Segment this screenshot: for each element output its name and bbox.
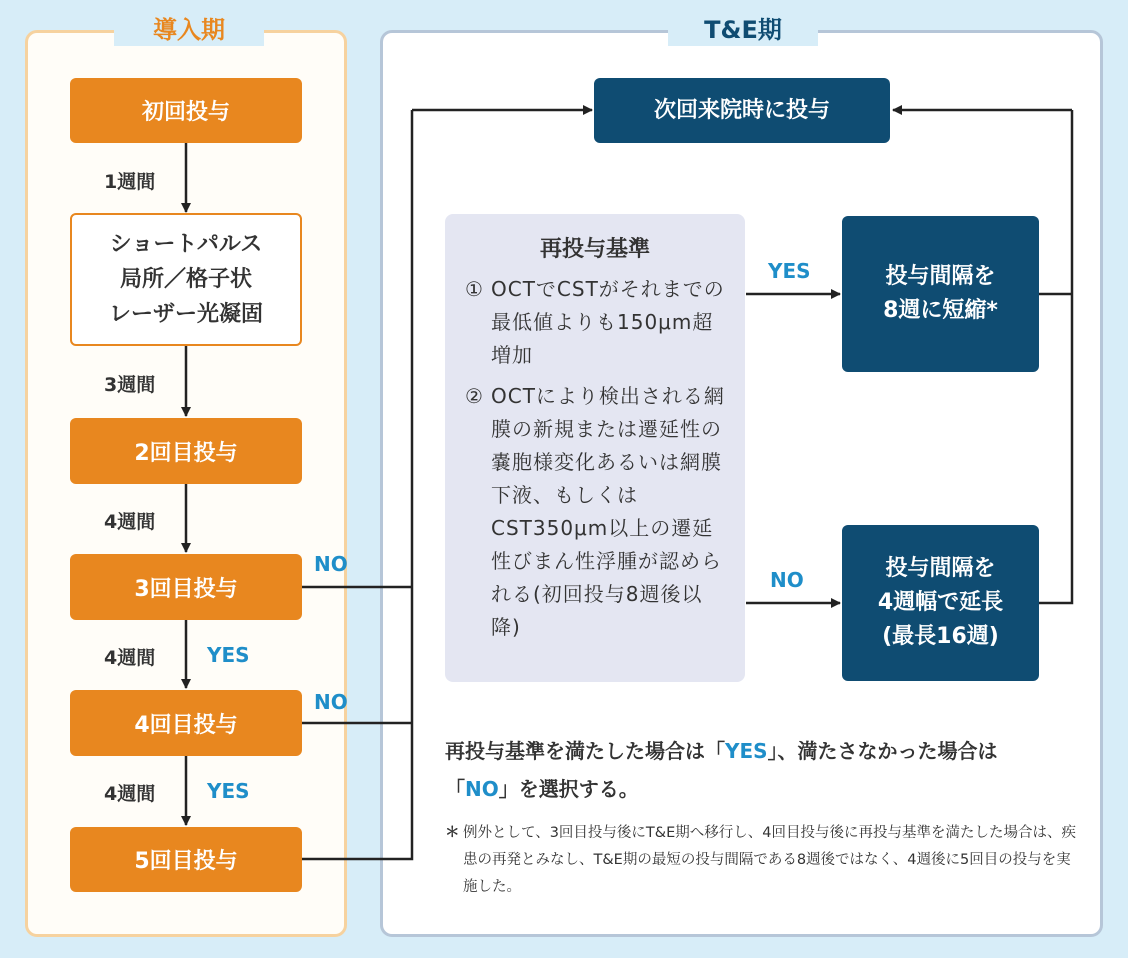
te-phase-title: T&E期 <box>668 14 818 46</box>
shorten-line-1: 投与間隔を <box>885 264 996 289</box>
line-extend-return <box>1039 110 1072 603</box>
interval-3weeks: 3週間 <box>104 374 156 396</box>
criteria-item-2 <box>465 380 725 644</box>
laser-line-3: レーザー光凝固 <box>108 302 263 327</box>
criteria-item-1-text: OCTでCSTがそれまでの最低値よりも150μm超増加 <box>491 277 725 367</box>
laser-line-2: 局所／格子状 <box>119 267 252 292</box>
criteria-title: 再投与基準 <box>539 237 650 262</box>
criteria-item-2-text: OCTにより検出される網膜の新規または遷延性の嚢胞様変化あるいは網膜下液、もしくはCST350μm以上の遷延性びまん性浮腫が認められる(初回投与8週後以降) <box>491 384 725 639</box>
dose3-box <box>70 554 302 620</box>
induction-phase-title: 導入期 <box>114 14 264 46</box>
retreatment-criteria-box <box>445 214 745 682</box>
dose4-label: 4回目投与 <box>134 712 238 738</box>
dose1-box <box>70 78 302 143</box>
criteria-yes-label: YES <box>768 259 811 283</box>
instruction-part4: 」を選択する。 <box>498 777 639 801</box>
footnote-asterisk: ＊ <box>445 825 460 841</box>
interval-4weeks-c: 4週間 <box>104 783 156 805</box>
laser-box <box>70 213 302 346</box>
dose4-box <box>70 690 302 756</box>
dose5-label: 5回目投与 <box>134 849 238 874</box>
extend-line-1: 投与間隔を <box>885 556 996 581</box>
next-visit-box <box>594 78 890 143</box>
shorten-line-2: 8週に短縮* <box>883 298 998 323</box>
shorten-interval-box <box>842 216 1039 372</box>
dose4-yes-label: YES <box>207 779 250 803</box>
interval-4weeks-b: 4週間 <box>104 647 156 669</box>
instruction-part1: 再投与基準を満たした場合は「 <box>445 739 725 763</box>
line-dose5 <box>302 110 412 859</box>
instruction-part2: 」、満たさなかった場合は <box>767 739 998 763</box>
criteria-item-1-number: ① <box>465 277 484 301</box>
dose2-box <box>70 418 302 484</box>
dose4-no-label: NO <box>314 690 348 714</box>
dose1-label: 初回投与 <box>141 100 230 125</box>
instruction-no: NO <box>465 777 499 801</box>
footnote <box>445 820 1085 901</box>
instruction-part3: 「 <box>445 777 465 801</box>
dose3-no-label: NO <box>314 552 348 576</box>
dose3-yes-label: YES <box>207 643 250 667</box>
next-visit-label: 次回来院時に投与 <box>653 97 830 123</box>
extend-line-2: 4週幅で延長 <box>877 590 1004 615</box>
criteria-item-2-number: ② <box>465 384 484 408</box>
dose5-box <box>70 827 302 892</box>
interval-1week: 1週間 <box>104 171 156 193</box>
laser-line-1: ショートパルス <box>109 232 263 257</box>
dose2-label: 2回目投与 <box>134 440 238 466</box>
interval-4weeks-a: 4週間 <box>104 511 156 533</box>
extend-interval-box <box>842 525 1039 681</box>
criteria-item-1 <box>465 273 725 372</box>
criteria-no-label: NO <box>770 568 804 592</box>
dose3-label: 3回目投与 <box>134 576 238 602</box>
instruction-yes: YES <box>725 739 768 763</box>
instruction-text <box>445 732 1085 808</box>
footnote-text: 例外として、3回目投与後にT&E期へ移行し、4回目投与後に再投与基準を満たした場合は、疾患の再発とみなし、T&E期の最短の投与間隔である8週後ではなく、4週後に5回目の投与を実施した。 <box>463 825 1076 895</box>
extend-line-3: (最長16週) <box>882 624 999 649</box>
